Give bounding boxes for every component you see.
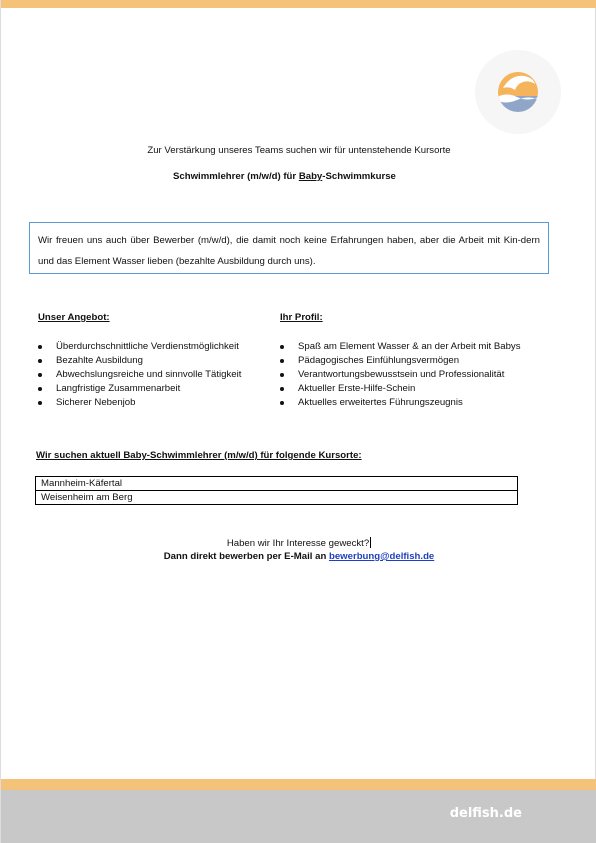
location-cell: Mannheim-Käfertal bbox=[36, 477, 518, 491]
list-item bbox=[38, 340, 278, 354]
profile-list bbox=[280, 340, 560, 410]
profile-item-text: Pädagogisches Einfühlungsvermögen bbox=[298, 355, 460, 366]
text-cursor bbox=[370, 537, 371, 548]
offer-list bbox=[38, 340, 278, 410]
list-item bbox=[280, 396, 560, 410]
profile-item-text: Spaß am Element Wasser & an der Arbeit mit Babys bbox=[298, 341, 521, 352]
bullet-icon bbox=[38, 345, 42, 349]
job-headline bbox=[173, 171, 396, 182]
offer-item-text: Bezahlte Ausbildung bbox=[56, 355, 143, 366]
cta-line bbox=[1, 551, 596, 562]
footer bbox=[1, 790, 596, 843]
bullet-icon bbox=[280, 401, 284, 405]
locations-table bbox=[35, 476, 518, 505]
list-item bbox=[38, 382, 278, 396]
list-item bbox=[38, 396, 278, 410]
bullet-icon bbox=[280, 387, 284, 391]
table-row bbox=[36, 477, 518, 491]
top-accent-stripe bbox=[1, 0, 596, 8]
offer-title: Unser Angebot: bbox=[38, 312, 110, 323]
bullet-icon bbox=[38, 359, 42, 363]
bullet-icon bbox=[38, 387, 42, 391]
bullet-icon bbox=[280, 373, 284, 377]
profile-item-text: Verantwortungsbewusstsein und Professionalität bbox=[298, 369, 505, 380]
bullet-icon bbox=[38, 373, 42, 377]
list-item bbox=[280, 340, 560, 354]
bullet-icon bbox=[280, 359, 284, 363]
bullet-icon bbox=[38, 401, 42, 405]
table-row bbox=[36, 491, 518, 505]
profile-item-text: Aktueller Erste-Hilfe-Schein bbox=[298, 383, 416, 394]
offer-item-text: Abwechslungsreiche und sinnvolle Tätigkeit bbox=[56, 369, 242, 380]
offer-item-text: Sicherer Nebenjob bbox=[56, 397, 136, 408]
logo bbox=[475, 50, 561, 134]
list-item bbox=[38, 354, 278, 368]
profile-item-text: Aktuelles erweitertes Führungszeugnis bbox=[298, 397, 463, 408]
bottom-accent-stripe bbox=[1, 779, 596, 790]
intro-text: Zur Verstärkung unseres Teams suchen wir für untenstehende Kursorte bbox=[147, 145, 451, 156]
cta-question-text: Haben wir Ihr Interesse geweckt? bbox=[226, 538, 370, 549]
offer-item-text: Überdurchschnittliche Verdienstmöglichkeit bbox=[56, 341, 239, 352]
footer-brand: delfish.de bbox=[449, 806, 522, 821]
offer-item-text: Langfristige Zusammenarbeit bbox=[56, 383, 181, 394]
bullet-icon bbox=[280, 345, 284, 349]
locations-title: Wir suchen aktuell Baby-Schwimmlehrer (m/w/d) für folgende Kursorte: bbox=[36, 450, 362, 461]
headline-underlined: Baby bbox=[298, 171, 323, 182]
cta-line-text: Dann direkt bewerben per E-Mail an bbox=[163, 551, 329, 562]
list-item bbox=[38, 368, 278, 382]
list-item bbox=[280, 354, 560, 368]
profile-section bbox=[280, 312, 560, 410]
headline-prefix: Schwimmlehrer (m/w/d) für bbox=[173, 171, 299, 182]
list-item bbox=[280, 368, 560, 382]
email-link[interactable]: bewerbung@delfish.de bbox=[328, 551, 435, 562]
cta-question bbox=[1, 537, 596, 549]
list-item bbox=[280, 382, 560, 396]
headline-suffix: -Schwimmkurse bbox=[322, 171, 396, 182]
profile-title: Ihr Profil: bbox=[280, 312, 323, 323]
note-box: Wir freuen uns auch über Bewerber (m/w/d), die damit noch keine Erfahrungen haben, aber die Arbeit mit Kin-dern und das Element Wasser lieben (bezahlte Ausbildung durch uns). bbox=[29, 222, 549, 274]
dolphin-sun-logo-icon bbox=[495, 70, 541, 114]
location-cell: Weisenheim am Berg bbox=[36, 491, 518, 505]
offer-section bbox=[38, 312, 278, 410]
